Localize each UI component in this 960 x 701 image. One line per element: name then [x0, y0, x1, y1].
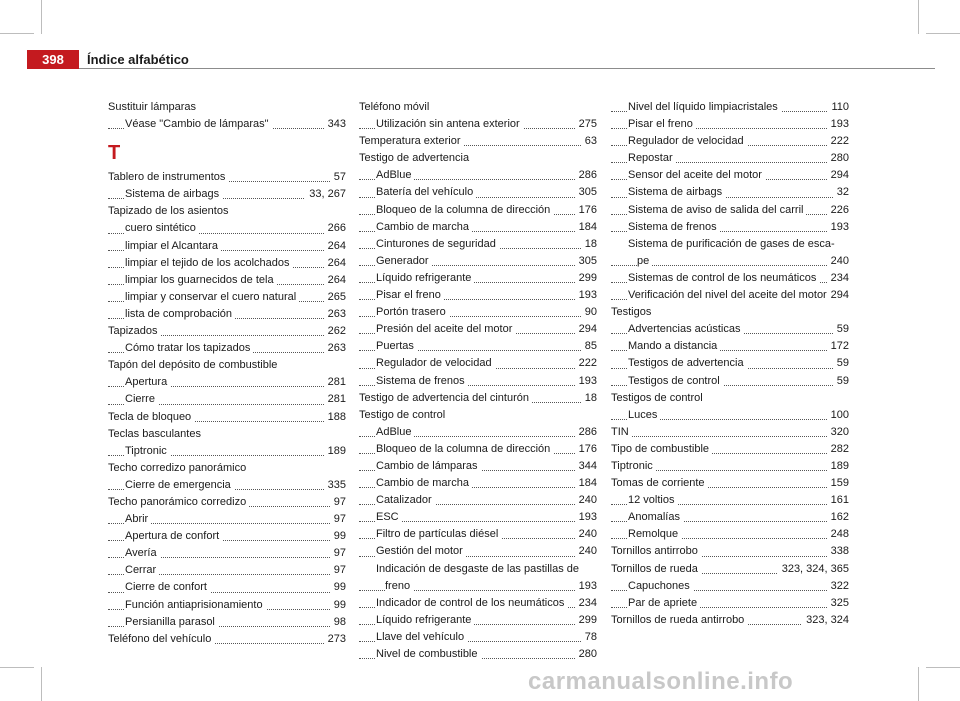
index-entry — [108, 203, 346, 220]
index-subentry — [611, 236, 849, 253]
index-subentry — [359, 612, 597, 629]
entry-term: Cierre — [125, 393, 158, 405]
index-subentry — [108, 306, 346, 323]
page-ref: 294 — [827, 167, 849, 184]
page-ref: 57 — [330, 169, 346, 186]
index-subentry — [359, 578, 597, 595]
entry-term: Utilización sin antena exterior — [376, 118, 523, 130]
index-subentry — [359, 629, 597, 646]
index-subentry — [611, 578, 849, 595]
index-entry — [359, 99, 597, 116]
page-ref: 18 — [581, 236, 597, 253]
index-subentry — [359, 526, 597, 543]
entry-term: Apertura de confort — [125, 530, 222, 542]
page-ref: 98 — [330, 614, 346, 631]
entry-term: Sistema de purificación de gases de esca- — [628, 238, 838, 250]
page-ref: 265 — [324, 289, 346, 306]
entry-term: Cómo tratar los tapizados — [125, 342, 253, 354]
index-subentry — [359, 561, 597, 578]
entry-term: Persianilla parasol — [125, 616, 218, 628]
page-ref: 234 — [827, 270, 849, 287]
index-subentry — [359, 287, 597, 304]
index-subentry — [359, 304, 597, 321]
index-entry — [108, 460, 346, 477]
entry-term: Testigo de advertencia del cinturón — [359, 392, 532, 404]
page-ref: 294 — [575, 321, 597, 338]
entry-term: Bloqueo de la columna de dirección — [376, 443, 553, 455]
page-ref: 193 — [575, 287, 597, 304]
page-ref: 63 — [581, 133, 597, 150]
index-entry — [611, 475, 849, 492]
entry-term: 12 voltios — [628, 494, 677, 506]
dot-leader — [611, 436, 849, 437]
page-ref: 323, 324 — [802, 612, 849, 629]
page-ref: 184 — [575, 219, 597, 236]
page-ref: 240 — [575, 526, 597, 543]
page-ref: 189 — [827, 458, 849, 475]
index-subentry — [611, 492, 849, 509]
page-ref: 281 — [324, 391, 346, 408]
page-ref: 264 — [324, 272, 346, 289]
entry-term: Sistema de aviso de salida del carril — [628, 204, 806, 216]
index-subentry — [108, 186, 346, 203]
index-entry — [359, 407, 597, 424]
entry-term: Nivel de combustible — [376, 648, 481, 660]
page-ref: 97 — [330, 562, 346, 579]
index-subentry — [359, 219, 597, 236]
index-entry — [108, 357, 346, 374]
index-subentry — [108, 255, 346, 272]
index-subentry — [611, 219, 849, 236]
entry-term: Regulador de velocidad — [628, 135, 747, 147]
page-ref: 266 — [324, 220, 346, 237]
entry-term: Gestión del motor — [376, 545, 466, 557]
index-subentry — [611, 355, 849, 372]
page-ref: 159 — [827, 475, 849, 492]
index-subentry — [359, 373, 597, 390]
entry-term: Teléfono del vehículo — [108, 633, 214, 645]
index-subentry — [611, 373, 849, 390]
entry-term: Testigos — [611, 306, 654, 318]
index-entry — [611, 441, 849, 458]
page-ref: 59 — [833, 355, 849, 372]
page-ref: 100 — [827, 407, 849, 424]
page-ref: 161 — [827, 492, 849, 509]
index-subentry — [108, 477, 346, 494]
index-entry — [611, 612, 849, 629]
page-ref: 280 — [575, 646, 597, 663]
index-entry — [359, 150, 597, 167]
entry-term: Abrir — [125, 513, 151, 525]
page-ref: 240 — [575, 543, 597, 560]
index-subentry — [359, 424, 597, 441]
entry-term: Sistema de airbags — [628, 186, 725, 198]
header-divider — [79, 68, 935, 69]
entry-term: Cambio de marcha — [376, 477, 472, 489]
entry-term: Teléfono móvil — [359, 101, 432, 113]
index-subentry — [108, 528, 346, 545]
page-ref: 59 — [833, 321, 849, 338]
entry-term: Tornillos de rueda — [611, 563, 701, 575]
entry-term: limpiar el Alcantara — [125, 240, 221, 252]
index-subentry — [359, 116, 597, 133]
index-subentry — [108, 391, 346, 408]
page-ref: 188 — [324, 409, 346, 426]
index-entry — [108, 426, 346, 443]
page-ref: 275 — [575, 116, 597, 133]
page-ref: 335 — [324, 477, 346, 494]
page-ref: 18 — [581, 390, 597, 407]
index-subentry — [611, 150, 849, 167]
entry-term: Testigo de advertencia — [359, 152, 472, 164]
index-entry — [359, 390, 597, 407]
entry-term: pe — [637, 255, 652, 267]
page-ref: 299 — [575, 270, 597, 287]
entry-term: Catalizador — [376, 494, 435, 506]
entry-term: Techo panorámico corredizo — [108, 496, 249, 508]
entry-term: Sistemas de control de los neumáticos — [628, 272, 819, 284]
entry-term: limpiar los guarnecidos de tela — [125, 274, 277, 286]
index-subentry — [108, 597, 346, 614]
page-ref: 97 — [330, 545, 346, 562]
crop-mark — [926, 33, 960, 34]
entry-term: Mando a distancia — [628, 340, 720, 352]
watermark: carmanualsonline.info — [528, 668, 794, 695]
index-subentry — [359, 441, 597, 458]
index-section-letter: T — [108, 142, 121, 165]
entry-term: Cierre de confort — [125, 581, 210, 593]
page-ref: 322 — [827, 578, 849, 595]
entry-term: Función antiaprisionamiento — [125, 599, 266, 611]
index-subentry — [611, 184, 849, 201]
page-ref: 97 — [330, 511, 346, 528]
crop-mark — [41, 667, 42, 701]
index-subentry — [108, 511, 346, 528]
page-ref: 234 — [575, 595, 597, 612]
entry-term: Pisar el freno — [376, 289, 444, 301]
entry-term: Cierre de emergencia — [125, 479, 234, 491]
index-entry — [611, 424, 849, 441]
index-subentry — [611, 526, 849, 543]
entry-term: limpiar y conservar el cuero natural — [125, 291, 299, 303]
index-subentry — [359, 167, 597, 184]
index-entry — [611, 390, 849, 407]
page-ref: 281 — [324, 374, 346, 391]
page-ref: 99 — [330, 528, 346, 545]
index-subentry — [611, 116, 849, 133]
entry-term: Anomalías — [628, 511, 683, 523]
entry-term: Tecla de bloqueo — [108, 411, 194, 423]
index-column-3 — [611, 99, 849, 629]
entry-term: Advertencias acústicas — [628, 323, 744, 335]
index-entry — [359, 133, 597, 150]
entry-term: Líquido refrigerante — [376, 272, 474, 284]
index-subentry — [359, 321, 597, 338]
page-ref: 264 — [324, 255, 346, 272]
entry-term: Bloqueo de la columna de dirección — [376, 204, 553, 216]
page-ref: 176 — [575, 202, 597, 219]
entry-term: Luces — [628, 409, 660, 421]
entry-term: Presión del aceite del motor — [376, 323, 515, 335]
crop-mark — [918, 667, 919, 701]
entry-term: Tomas de corriente — [611, 477, 708, 489]
page-ref: 32 — [833, 184, 849, 201]
page-ref: 263 — [324, 340, 346, 357]
index-subentry — [611, 167, 849, 184]
page-number: 398 — [27, 50, 79, 69]
page-ref: 193 — [575, 509, 597, 526]
entry-term: Véase "Cambio de lámparas" — [125, 118, 272, 130]
entry-term: Regulador de velocidad — [376, 357, 495, 369]
entry-term: Testigos de control — [628, 375, 723, 387]
entry-term: Tiptronic — [611, 460, 656, 472]
index-column-1 — [108, 99, 346, 648]
entry-term: Repostar — [628, 152, 676, 164]
index-entry — [108, 323, 346, 340]
entry-term: Capuchones — [628, 580, 693, 592]
page-ref: 226 — [827, 202, 849, 219]
entry-term: Generador — [376, 255, 432, 267]
index-subentry — [108, 545, 346, 562]
entry-term: Indicador de control de los neumáticos — [376, 597, 567, 609]
index-column-2 — [359, 99, 597, 663]
entry-term: Tablero de instrumentos — [108, 171, 228, 183]
entry-term: Puertas — [376, 340, 417, 352]
entry-term: ESC — [376, 511, 402, 523]
index-subentry — [359, 509, 597, 526]
page-ref: 286 — [575, 167, 597, 184]
entry-term: Temperatura exterior — [359, 135, 464, 147]
entry-term: Sustituir lámparas — [108, 101, 199, 113]
page-ref: 240 — [575, 492, 597, 509]
page-ref: 189 — [324, 443, 346, 460]
page-ref: 264 — [324, 238, 346, 255]
index-subentry — [108, 374, 346, 391]
entry-term: TIN — [611, 426, 632, 438]
index-entry — [611, 304, 849, 321]
crop-mark — [918, 0, 919, 34]
entry-term: Cambio de lámparas — [376, 460, 481, 472]
index-subentry — [611, 133, 849, 150]
page-ref: 90 — [581, 304, 597, 321]
index-subentry — [108, 579, 346, 596]
index-subentry — [611, 338, 849, 355]
entry-term: Tiptronic — [125, 445, 170, 457]
index-entry — [108, 99, 346, 116]
entry-term: Tapizado de los asientos — [108, 205, 231, 217]
index-subentry — [108, 289, 346, 306]
page-ref: 294 — [827, 287, 849, 304]
page-ref: 305 — [575, 253, 597, 270]
index-subentry — [611, 202, 849, 219]
entry-term: Testigo de control — [359, 409, 448, 421]
index-subentry — [359, 543, 597, 560]
entry-term: Líquido refrigerante — [376, 614, 474, 626]
page-ref: 323, 324, 365 — [778, 561, 849, 578]
page-ref: 193 — [575, 578, 597, 595]
index-entry — [611, 561, 849, 578]
entry-term: Portón trasero — [376, 306, 449, 318]
entry-term: Pisar el freno — [628, 118, 696, 130]
index-subentry — [108, 443, 346, 460]
index-subentry — [611, 407, 849, 424]
crop-mark — [0, 667, 34, 668]
page-ref: 222 — [827, 133, 849, 150]
index-subentry — [359, 492, 597, 509]
index-subentry — [359, 646, 597, 663]
index-entry — [611, 543, 849, 560]
page-ref: 320 — [827, 424, 849, 441]
index-subentry — [108, 614, 346, 631]
entry-term: lista de comprobación — [125, 308, 235, 320]
entry-term: Llave del vehículo — [376, 631, 467, 643]
index-subentry — [611, 253, 849, 270]
index-subentry — [611, 99, 849, 116]
entry-term: Testigos de control — [611, 392, 706, 404]
index-entry — [108, 169, 346, 186]
page-ref: 172 — [827, 338, 849, 355]
entry-term: Techo corredizo panorámico — [108, 462, 249, 474]
index-subentry — [108, 562, 346, 579]
page-ref: 184 — [575, 475, 597, 492]
entry-term: Tapizados — [108, 325, 161, 337]
index-subentry — [611, 595, 849, 612]
page-ref: 262 — [324, 323, 346, 340]
entry-term: Sensor del aceite del motor — [628, 169, 765, 181]
entry-term: Sistema de airbags — [125, 188, 222, 200]
entry-term: Cambio de marcha — [376, 221, 472, 233]
entry-term: cuero sintético — [125, 222, 199, 234]
page-title: Índice alfabético — [87, 52, 189, 67]
entry-term: limpiar el tejido de los acolchados — [125, 257, 292, 269]
index-subentry — [359, 236, 597, 253]
page-ref: 99 — [330, 597, 346, 614]
entry-term: Teclas basculantes — [108, 428, 204, 440]
index-entry — [108, 409, 346, 426]
entry-term: Nivel del líquido limpiacristales — [628, 101, 781, 113]
index-subentry — [108, 238, 346, 255]
crop-mark — [926, 667, 960, 668]
entry-term: Apertura — [125, 376, 170, 388]
entry-term: Tornillos antirrobo — [611, 545, 701, 557]
page-ref: 193 — [575, 373, 597, 390]
index-subentry — [611, 321, 849, 338]
page-ref: 78 — [581, 629, 597, 646]
page-ref: 286 — [575, 424, 597, 441]
page-ref: 193 — [827, 219, 849, 236]
entry-term: Batería del vehículo — [376, 186, 476, 198]
entry-term: Filtro de partículas diésel — [376, 528, 501, 540]
entry-term: Tornillos de rueda antirrobo — [611, 614, 747, 626]
index-subentry — [611, 509, 849, 526]
entry-term: Par de apriete — [628, 597, 700, 609]
page-ref: 248 — [827, 526, 849, 543]
index-subentry — [359, 184, 597, 201]
page-ref: 305 — [575, 184, 597, 201]
index-subentry — [359, 595, 597, 612]
entry-term: freno — [385, 580, 413, 592]
index-subentry — [359, 270, 597, 287]
crop-mark — [0, 33, 34, 34]
page-ref: 240 — [827, 253, 849, 270]
page-ref: 263 — [324, 306, 346, 323]
index-entry — [611, 458, 849, 475]
index-subentry — [108, 220, 346, 237]
entry-term: Indicación de desgaste de las pastillas de — [376, 563, 582, 575]
index-entry — [108, 494, 346, 511]
page-ref: 176 — [575, 441, 597, 458]
page-ref: 85 — [581, 338, 597, 355]
index-subentry — [611, 287, 849, 304]
page-ref: 33, 267 — [305, 186, 346, 203]
entry-term: Avería — [125, 547, 160, 559]
index-subentry — [359, 253, 597, 270]
page-ref: 299 — [575, 612, 597, 629]
page-ref: 273 — [324, 631, 346, 648]
entry-term: Cerrar — [125, 564, 159, 576]
index-subentry — [108, 272, 346, 289]
entry-term: Sistema de frenos — [376, 375, 468, 387]
page-ref: 344 — [575, 458, 597, 475]
entry-term: Cinturones de seguridad — [376, 238, 499, 250]
entry-term: AdBlue — [376, 169, 414, 181]
index-subentry — [359, 202, 597, 219]
entry-term: Sistema de frenos — [628, 221, 720, 233]
index-subentry — [108, 340, 346, 357]
index-subentry — [359, 475, 597, 492]
page-ref: 343 — [324, 116, 346, 133]
page-ref: 99 — [330, 579, 346, 596]
entry-term: AdBlue — [376, 426, 414, 438]
entry-term: Testigos de advertencia — [628, 357, 747, 369]
index-subentry — [359, 355, 597, 372]
page-ref: 280 — [827, 150, 849, 167]
crop-mark — [41, 0, 42, 34]
page-ref: 325 — [827, 595, 849, 612]
page-ref: 110 — [827, 99, 849, 116]
page-ref: 162 — [827, 509, 849, 526]
entry-term: Verificación del nivel del aceite del motor — [628, 289, 830, 301]
page-ref: 222 — [575, 355, 597, 372]
page-ref: 338 — [827, 543, 849, 560]
page-ref: 282 — [827, 441, 849, 458]
index-subentry — [359, 338, 597, 355]
entry-term: Tapón del depósito de combustible — [108, 359, 280, 371]
page-ref: 97 — [330, 494, 346, 511]
page-ref: 193 — [827, 116, 849, 133]
entry-term: Tipo de combustible — [611, 443, 712, 455]
page-ref: 59 — [833, 373, 849, 390]
entry-term: Remolque — [628, 528, 681, 540]
index-subentry — [359, 458, 597, 475]
index-subentry — [611, 270, 849, 287]
index-entry — [108, 631, 346, 648]
index-subentry — [108, 116, 346, 133]
